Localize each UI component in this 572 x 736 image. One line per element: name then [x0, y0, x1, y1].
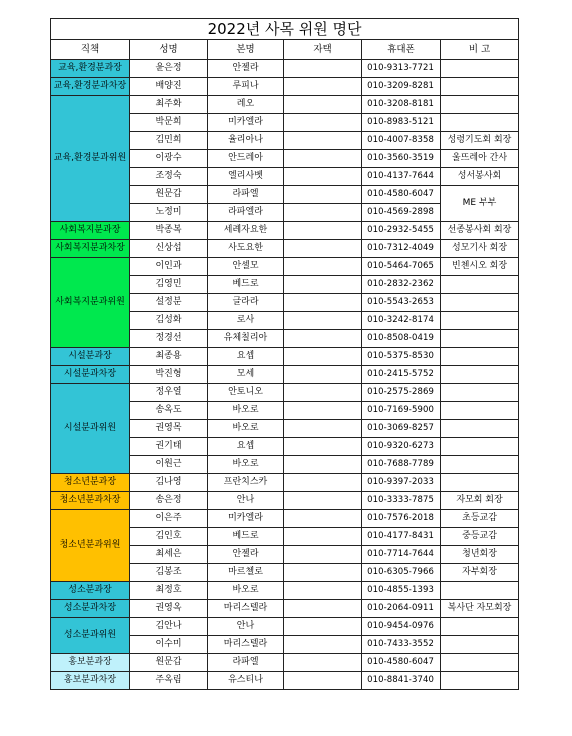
- note-cell: [441, 114, 519, 132]
- position-cell: 사회복지분과장: [51, 222, 130, 240]
- mobile-cell: 010-4580-6047: [362, 186, 441, 204]
- note-cell: 성서봉사회: [441, 168, 519, 186]
- table-row: [51, 510, 519, 528]
- mobile-cell: 010-3560-3519: [362, 150, 441, 168]
- home-phone-cell: [284, 672, 362, 690]
- position-cell: 시설분과장: [51, 348, 130, 366]
- name-cell: 원문갑: [130, 654, 208, 672]
- name-cell: 신상섭: [130, 240, 208, 258]
- mobile-cell: 010-2064-0911: [362, 600, 441, 618]
- home-phone-cell: [284, 348, 362, 366]
- table-row: [51, 654, 519, 672]
- name-cell: 박문희: [130, 114, 208, 132]
- home-phone-cell: [284, 60, 362, 78]
- note-cell: 울뜨레아 간사: [441, 150, 519, 168]
- baptismal-name-cell: 율리아나: [208, 132, 284, 150]
- mobile-cell: 010-4137-7644: [362, 168, 441, 186]
- note-cell: 빈첸시오 회장: [441, 258, 519, 276]
- baptismal-name-cell: 안토니오: [208, 384, 284, 402]
- baptismal-name-cell: 사도요한: [208, 240, 284, 258]
- name-cell: 이광수: [130, 150, 208, 168]
- name-cell: 김인호: [130, 528, 208, 546]
- name-cell: 원문갑: [130, 186, 208, 204]
- mobile-cell: 010-8983-5121: [362, 114, 441, 132]
- position-cell: 교육,환경분과위원: [51, 96, 130, 222]
- baptismal-name-cell: 레오: [208, 96, 284, 114]
- home-phone-cell: [284, 330, 362, 348]
- mobile-cell: 010-7576-2018: [362, 510, 441, 528]
- table-row: [51, 366, 519, 384]
- baptismal-name-cell: 마리스텔라: [208, 600, 284, 618]
- baptismal-name-cell: 안젤라: [208, 546, 284, 564]
- position-cell: 시설분과차장: [51, 366, 130, 384]
- mobile-cell: 010-7169-5900: [362, 402, 441, 420]
- table-row: [51, 78, 519, 96]
- home-phone-cell: [284, 600, 362, 618]
- name-cell: 이원근: [130, 456, 208, 474]
- home-phone-cell: [284, 186, 362, 204]
- name-cell: 권영목: [130, 420, 208, 438]
- mobile-cell: 010-3209-8281: [362, 78, 441, 96]
- baptismal-name-cell: 프란치스카: [208, 474, 284, 492]
- table-row: [51, 600, 519, 618]
- note-cell: 자모회 회장: [441, 492, 519, 510]
- position-cell: 청소년분과위원: [51, 510, 130, 582]
- mobile-cell: 010-2932-5455: [362, 222, 441, 240]
- note-cell: [441, 654, 519, 672]
- position-cell: 성소분과위원: [51, 618, 130, 654]
- baptismal-name-cell: 로사: [208, 312, 284, 330]
- table-row: [51, 258, 519, 276]
- name-cell: 이인과: [130, 258, 208, 276]
- note-cell: [441, 348, 519, 366]
- home-phone-cell: [284, 492, 362, 510]
- name-cell: 최주화: [130, 96, 208, 114]
- position-cell: 사회복지분과차장: [51, 240, 130, 258]
- home-phone-cell: [284, 546, 362, 564]
- name-cell: 정경선: [130, 330, 208, 348]
- mobile-cell: 010-8841-3740: [362, 672, 441, 690]
- home-phone-cell: [284, 420, 362, 438]
- baptismal-name-cell: 베드로: [208, 528, 284, 546]
- home-phone-cell: [284, 654, 362, 672]
- mobile-cell: 010-5375-8530: [362, 348, 441, 366]
- mobile-cell: 010-2832-2362: [362, 276, 441, 294]
- table-row: [51, 474, 519, 492]
- home-phone-cell: [284, 528, 362, 546]
- name-cell: 조정숙: [130, 168, 208, 186]
- note-cell: [441, 474, 519, 492]
- home-phone-cell: [284, 618, 362, 636]
- baptismal-name-cell: 라파엘: [208, 186, 284, 204]
- baptismal-name-cell: 유스티나: [208, 672, 284, 690]
- baptismal-name-cell: 라파엘라: [208, 204, 284, 222]
- home-phone-cell: [284, 96, 362, 114]
- home-phone-cell: [284, 312, 362, 330]
- home-phone-cell: [284, 222, 362, 240]
- home-phone-cell: [284, 474, 362, 492]
- note-cell: [441, 276, 519, 294]
- baptismal-name-cell: 유체칠리아: [208, 330, 284, 348]
- note-cell: 복사단 자모회장: [441, 600, 519, 618]
- name-cell: 최종용: [130, 348, 208, 366]
- header-note: 비 고: [441, 40, 519, 60]
- baptismal-name-cell: 라파엘: [208, 654, 284, 672]
- note-cell: 성모기사 회장: [441, 240, 519, 258]
- baptismal-name-cell: 마르첼로: [208, 564, 284, 582]
- baptismal-name-cell: 루피나: [208, 78, 284, 96]
- home-phone-cell: [284, 438, 362, 456]
- name-cell: 김성화: [130, 312, 208, 330]
- name-cell: 이은주: [130, 510, 208, 528]
- note-cell: 성령기도회 회장: [441, 132, 519, 150]
- home-phone-cell: [284, 366, 362, 384]
- name-cell: 박진형: [130, 366, 208, 384]
- mobile-cell: 010-7688-7789: [362, 456, 441, 474]
- baptismal-name-cell: 바오로: [208, 456, 284, 474]
- position-cell: 홍보분과장: [51, 654, 130, 672]
- name-cell: 윤은정: [130, 60, 208, 78]
- baptismal-name-cell: 바오로: [208, 420, 284, 438]
- note-cell: 청년회장: [441, 546, 519, 564]
- header-row: [51, 40, 519, 60]
- mobile-cell: 010-2575-2869: [362, 384, 441, 402]
- header-name: 성명: [130, 40, 208, 60]
- baptismal-name-cell: 안나: [208, 618, 284, 636]
- name-cell: 송은정: [130, 492, 208, 510]
- baptismal-name-cell: 바오로: [208, 402, 284, 420]
- home-phone-cell: [284, 636, 362, 654]
- home-phone-cell: [284, 456, 362, 474]
- name-cell: 주옥림: [130, 672, 208, 690]
- baptismal-name-cell: 글라라: [208, 294, 284, 312]
- mobile-cell: 010-5464-7065: [362, 258, 441, 276]
- note-cell: [441, 78, 519, 96]
- mobile-cell: 010-9397-2033: [362, 474, 441, 492]
- name-cell: 김봉조: [130, 564, 208, 582]
- mobile-cell: 010-2415-5752: [362, 366, 441, 384]
- baptismal-name-cell: 바오로: [208, 582, 284, 600]
- position-cell: 교육,환경분과차장: [51, 78, 130, 96]
- name-cell: 이수미: [130, 636, 208, 654]
- mobile-cell: 010-6305-7966: [362, 564, 441, 582]
- baptismal-name-cell: 미카엘라: [208, 510, 284, 528]
- home-phone-cell: [284, 258, 362, 276]
- note-cell: 중등교감: [441, 528, 519, 546]
- mobile-cell: 010-3069-8257: [362, 420, 441, 438]
- name-cell: 정우열: [130, 384, 208, 402]
- header-mobile: 휴대폰: [362, 40, 441, 60]
- home-phone-cell: [284, 132, 362, 150]
- home-phone-cell: [284, 294, 362, 312]
- home-phone-cell: [284, 240, 362, 258]
- mobile-cell: 010-3208-8181: [362, 96, 441, 114]
- roster-sheet: [50, 18, 519, 690]
- home-phone-cell: [284, 384, 362, 402]
- note-cell: [441, 438, 519, 456]
- table-row: [51, 348, 519, 366]
- home-phone-cell: [284, 402, 362, 420]
- home-phone-cell: [284, 564, 362, 582]
- table-row: [51, 240, 519, 258]
- baptismal-name-cell: 세례자요한: [208, 222, 284, 240]
- baptismal-name-cell: 베드로: [208, 276, 284, 294]
- note-cell: 자부회장: [441, 564, 519, 582]
- header-position: 직책: [51, 40, 130, 60]
- mobile-cell: 010-4177-8431: [362, 528, 441, 546]
- note-cell: [441, 60, 519, 78]
- mobile-cell: 010-9320-6273: [362, 438, 441, 456]
- name-cell: 김안나: [130, 618, 208, 636]
- name-cell: 박종복: [130, 222, 208, 240]
- position-cell: 청소년분과장: [51, 474, 130, 492]
- mobile-cell: 010-7312-4049: [362, 240, 441, 258]
- table-row: [51, 96, 519, 114]
- mobile-cell: 010-4007-8358: [362, 132, 441, 150]
- home-phone-cell: [284, 276, 362, 294]
- note-cell: ME 부부: [441, 186, 519, 222]
- baptismal-name-cell: 엘리사벳: [208, 168, 284, 186]
- table-row: [51, 384, 519, 402]
- name-cell: 최정호: [130, 582, 208, 600]
- note-cell: [441, 402, 519, 420]
- home-phone-cell: [284, 582, 362, 600]
- table-row: [51, 582, 519, 600]
- position-cell: 청소년분과차장: [51, 492, 130, 510]
- name-cell: 송옥도: [130, 402, 208, 420]
- position-cell: 성소분과차장: [51, 600, 130, 618]
- mobile-cell: 010-3242-8174: [362, 312, 441, 330]
- name-cell: 권영옥: [130, 600, 208, 618]
- sheet-title: 2022년 사목 위원 명단: [51, 19, 519, 40]
- home-phone-cell: [284, 114, 362, 132]
- baptismal-name-cell: 요셉: [208, 348, 284, 366]
- mobile-cell: 010-4569-2898: [362, 204, 441, 222]
- name-cell: 배양진: [130, 78, 208, 96]
- name-cell: 설정분: [130, 294, 208, 312]
- table-row: [51, 60, 519, 78]
- baptismal-name-cell: 요셉: [208, 438, 284, 456]
- baptismal-name-cell: 마리스텔라: [208, 636, 284, 654]
- note-cell: [441, 618, 519, 636]
- home-phone-cell: [284, 204, 362, 222]
- home-phone-cell: [284, 510, 362, 528]
- note-cell: 선종봉사회 회장: [441, 222, 519, 240]
- baptismal-name-cell: 모세: [208, 366, 284, 384]
- mobile-cell: 010-9313-7721: [362, 60, 441, 78]
- note-cell: [441, 96, 519, 114]
- note-cell: [441, 456, 519, 474]
- mobile-cell: 010-9454-0976: [362, 618, 441, 636]
- home-phone-cell: [284, 78, 362, 96]
- note-cell: [441, 330, 519, 348]
- name-cell: 권기태: [130, 438, 208, 456]
- name-cell: 김나영: [130, 474, 208, 492]
- name-cell: 김영민: [130, 276, 208, 294]
- home-phone-cell: [284, 168, 362, 186]
- note-cell: [441, 366, 519, 384]
- mobile-cell: 010-7433-3552: [362, 636, 441, 654]
- mobile-cell: 010-8508-0419: [362, 330, 441, 348]
- header-baptismal-name: 본명: [208, 40, 284, 60]
- note-cell: [441, 312, 519, 330]
- mobile-cell: 010-4580-6047: [362, 654, 441, 672]
- position-cell: 사회복지분과위원: [51, 258, 130, 348]
- baptismal-name-cell: 안셀모: [208, 258, 284, 276]
- note-cell: [441, 582, 519, 600]
- home-phone-cell: [284, 150, 362, 168]
- committee-roster-table: [50, 18, 519, 690]
- mobile-cell: 010-4855-1393: [362, 582, 441, 600]
- mobile-cell: 010-3333-7875: [362, 492, 441, 510]
- note-cell: [441, 294, 519, 312]
- note-cell: [441, 420, 519, 438]
- position-cell: 성소분과장: [51, 582, 130, 600]
- baptismal-name-cell: 안나: [208, 492, 284, 510]
- note-cell: [441, 384, 519, 402]
- note-cell: 초등교감: [441, 510, 519, 528]
- header-home-phone: 자택: [284, 40, 362, 60]
- mobile-cell: 010-5543-2653: [362, 294, 441, 312]
- table-row: [51, 222, 519, 240]
- baptismal-name-cell: 안젤라: [208, 60, 284, 78]
- baptismal-name-cell: 안드레아: [208, 150, 284, 168]
- mobile-cell: 010-7714-7644: [362, 546, 441, 564]
- position-cell: 시설분과위원: [51, 384, 130, 474]
- table-row: [51, 618, 519, 636]
- name-cell: 노정미: [130, 204, 208, 222]
- name-cell: 김민희: [130, 132, 208, 150]
- note-cell: [441, 672, 519, 690]
- title-row: [51, 19, 519, 40]
- note-cell: [441, 636, 519, 654]
- name-cell: 최세은: [130, 546, 208, 564]
- baptismal-name-cell: 미카엘라: [208, 114, 284, 132]
- table-row: [51, 492, 519, 510]
- position-cell: 교육,환경분과장: [51, 60, 130, 78]
- position-cell: 홍보분과차장: [51, 672, 130, 690]
- table-row: [51, 672, 519, 690]
